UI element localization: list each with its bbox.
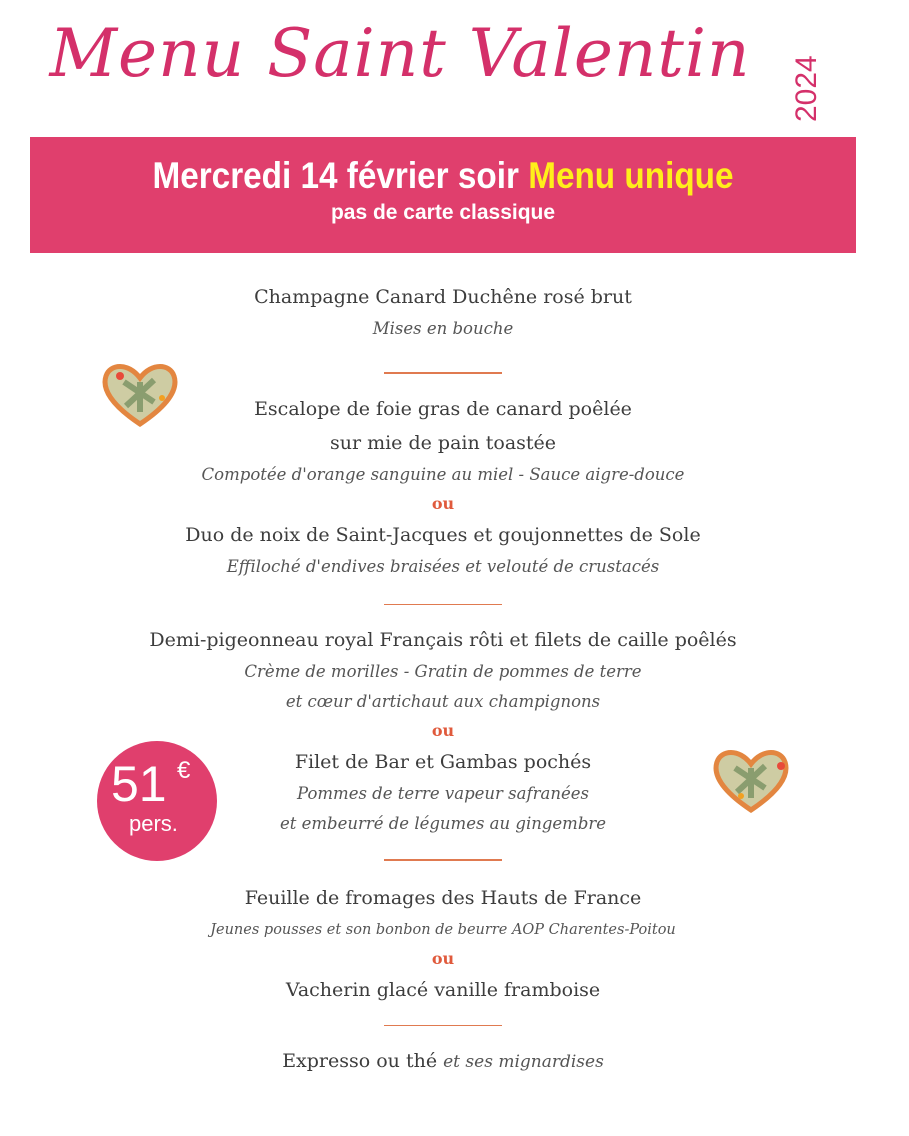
coffee-sub: et ses mignardises xyxy=(443,1052,604,1072)
starter-1-dish-line1: Escalope de foie gras de canard poêlée xyxy=(254,397,632,420)
main-1-sub-line2: et cœur d'artichaut aux champignons xyxy=(285,692,601,711)
price-badge xyxy=(97,741,217,861)
cheese-dish: Feuille de fromages des Hauts de France xyxy=(244,886,642,909)
banner-headline xyxy=(71,155,814,197)
main-2-sub-line1: Pommes de terre vapeur safranées xyxy=(297,784,589,803)
main-2-sub-line2: et embeurré de légumes au gingembre xyxy=(279,814,607,833)
price-currency: € xyxy=(177,757,191,784)
starter-2-sub: Effiloché d'endives braisées et velouté de crustacés xyxy=(226,556,660,576)
or-label: ou xyxy=(431,721,455,740)
banner-menu-unique: Menu unique xyxy=(528,155,734,196)
dessert-dish: Vacherin glacé vanille framboise xyxy=(285,978,601,1001)
banner-subtitle: pas de carte classique xyxy=(330,201,556,224)
starter-1-sub: Compotée d'orange sanguine au miel - Sauce aigre-douce xyxy=(201,464,685,484)
starter-2-dish: Duo de noix de Saint-Jacques et goujonnettes de Sole xyxy=(185,523,701,546)
price-unit: pers. xyxy=(129,811,178,836)
price-amount: 51 xyxy=(111,756,167,812)
cheese-sub: Jeunes pousses et son bonbon de beurre AOP Charentes-Poitou xyxy=(210,921,676,938)
starter-1-dish-line2: sur mie de pain toastée xyxy=(329,431,557,454)
coffee-line xyxy=(0,1044,886,1079)
banner-date: Mercredi 14 février soir xyxy=(152,155,519,196)
or-label: ou xyxy=(431,948,455,968)
menu-year: 2024 xyxy=(790,55,823,122)
main-1-dish: Demi-pigeonneau royal Français rôti et filets de caille poêlés xyxy=(149,629,737,651)
menu-title: Menu Saint Valentin xyxy=(49,15,751,92)
date-banner xyxy=(30,137,856,253)
main-1-sub-line1: Crème de morilles - Gratin de pommes de terre xyxy=(244,662,642,681)
coffee-dish: Expresso ou thé xyxy=(282,1050,438,1072)
or-label: ou xyxy=(431,493,455,513)
aperitif-sub: Mises en bouche xyxy=(372,319,514,338)
aperitif-dish: Champagne Canard Duchêne rosé brut xyxy=(254,286,632,308)
menu-list xyxy=(0,280,886,1079)
main-2-dish: Filet de Bar et Gambas pochés xyxy=(294,751,592,773)
